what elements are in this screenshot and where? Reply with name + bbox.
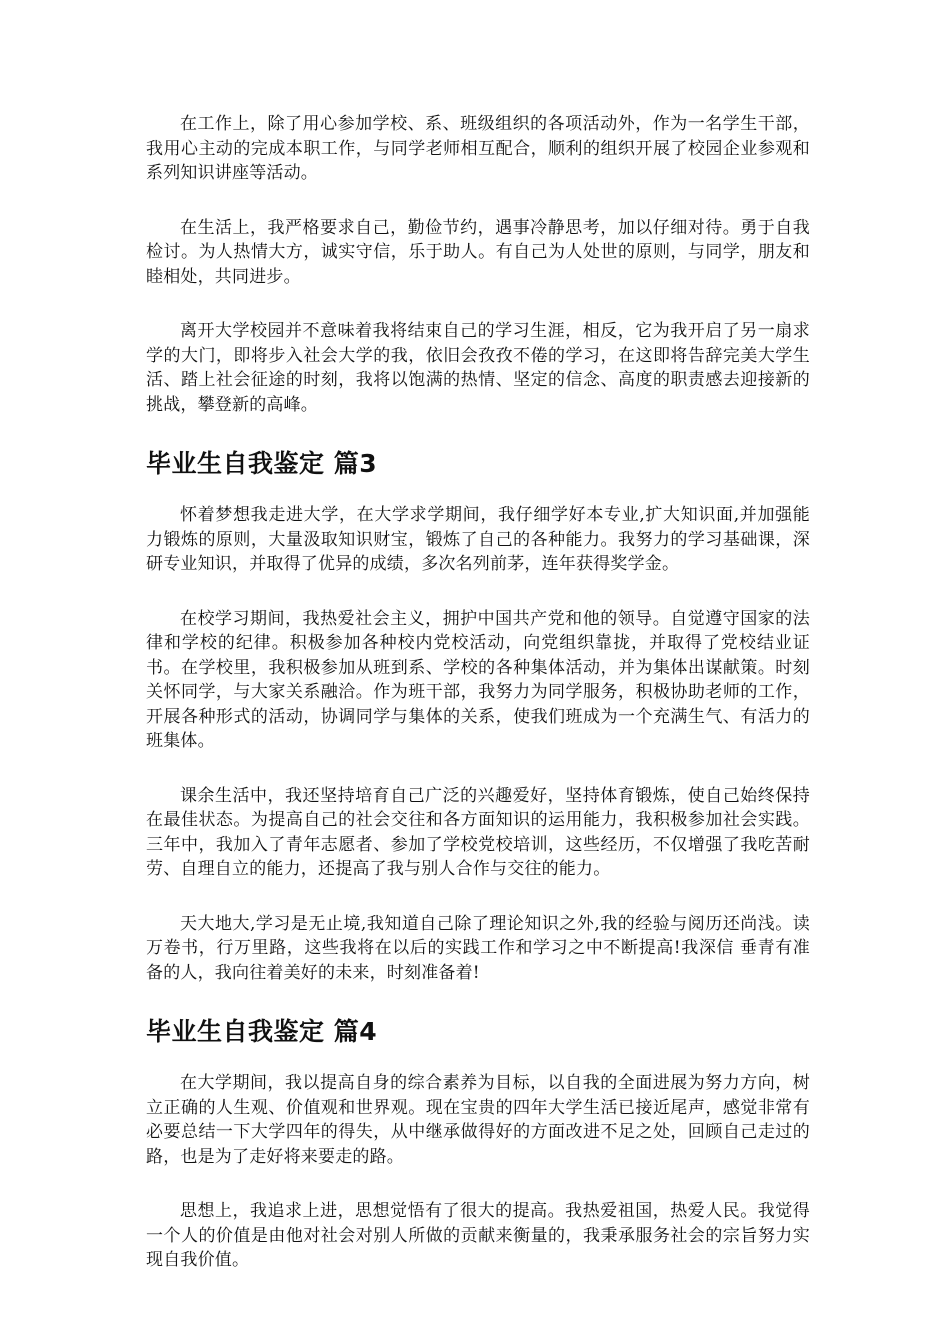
- paragraph-s4-ideology: 思想上，我追求上进，思想觉悟有了很大的提高。我热爱祖国，热爱人民。我觉得一个人的价值是由他对社会对别人所做的贡献来衡量的，我秉承服务社会的宗旨努力实现自我价值。: [146, 1201, 810, 1270]
- paragraph-work: 在工作上，除了用心参加学校、系、班级组织的各项活动外，作为一名学生干部，我用心主动的完成本职工作，与同学老师相互配合，顺利的组织开展了校园企业参观和系列知识讲座等活动。: [146, 114, 810, 183]
- document-page: [146, 112, 810, 1303]
- paragraph-s3-study: 怀着梦想我走进大学，在大学求学期间，我仔细学好本专业,扩大知识面,并加强能力锻炼的原则，大量汲取知识财宝，锻炼了自己的各种能力。我努力的学习基础课，深研专业知识，并取得了优异的成绩，多次名列前茅，连年获得奖学金。: [146, 505, 810, 574]
- paragraph-s3-future: 天大地大,学习是无止境,我知道自己除了理论知识之外,我的经验与阅历还尚浅。读万卷书，行万里路，这些我将在以后的实践工作和学习之中不断提高!我深信 垂青有准备的人，我向往着美好的未来，时刻准备着!: [146, 913, 810, 983]
- paragraph-leaving-campus: 离开大学校园并不意味着我将结束自己的学习生涯，相反，它为我开启了另一扇求学的大门，即将步入社会大学的我，依旧会孜孜不倦的学习，在这即将告辞完美大学生活、踏上社会征途的时刻，我将以饱满的热情、坚定的信念、高度的职责感去迎接新的挑战，攀登新的高峰。: [146, 321, 810, 415]
- paragraph-s4-goals: 在大学期间，我以提高自身的综合素养为目标，以自我的全面进展为努力方向，树立正确的人生观、价值观和世界观。现在宝贵的四年大学生活已接近尾声，感觉非常有必要总结一下大学四年的得失，从中继承做得好的方面改进不足之处，回顾自己走过的路，也是为了走好将来要走的路。: [146, 1073, 810, 1167]
- paragraph-life: 在生活上，我严格要求自己，勤俭节约，遇事冷静思考，加以仔细对待。勇于自我检讨。为人热情大方，诚实守信，乐于助人。有自己为人处世的原则，与同学，朋友和睦相处，共同进步。: [146, 217, 810, 287]
- paragraph-s3-school: 在校学习期间，我热爱社会主义，拥护中国共产党和他的领导。自觉遵守国家的法律和学校的纪律。积极参加各种校内党校活动，向党组织靠拢，并取得了党校结业证书。在学校里，我积极参加从班到系、学校的各种集体活动，并为集体出谋献策。时刻关怀同学，与大家关系融洽。作为班干部，我努力为同学服务，积极协助老师的工作，开展各种形式的活动，协调同学与集体的关系，使我们班成为一个充满生气、有活力的班集体。: [146, 608, 810, 751]
- section-heading-4: 毕业生自我鉴定 篇4: [146, 1017, 378, 1046]
- section-heading-3: 毕业生自我鉴定 篇3: [146, 449, 378, 478]
- paragraph-s3-extracurricular: 课余生活中，我还坚持培育自己广泛的兴趣爱好，坚持体育锻炼，使自己始终保持在最佳状态。为提高自己的社会交往和各方面知识的运用能力，我积极参加社会实践。三年中，我加入了青年志愿者、参加了学校党校培训，这些经历，不仅增强了我吃苦耐劳、自理自立的能力，还提高了我与别人合作与交往的能力。: [146, 785, 810, 879]
